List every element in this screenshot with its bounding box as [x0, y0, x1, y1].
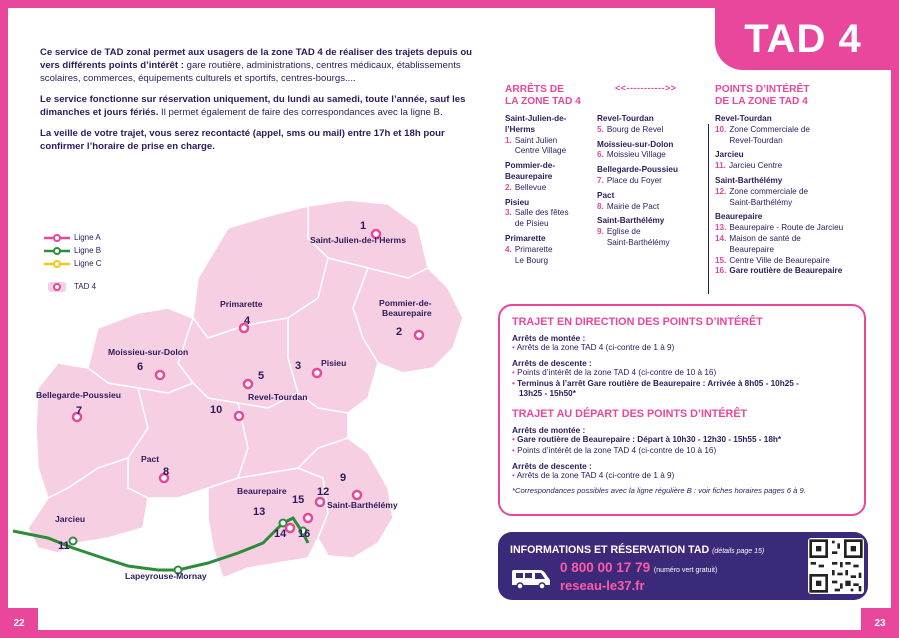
arrets-title-2: LA ZONE TAD 4: [505, 96, 581, 107]
stop-num: 12.: [715, 186, 727, 196]
arrets-title-1: ARRÊTS DE: [505, 84, 564, 95]
trajet-item: Points d’intérêt de la zone TAD 4 (ci-contre de 10 à 16): [517, 367, 717, 377]
town-label: Saint-Julien-de-: [505, 114, 567, 123]
stop-num: 13.: [715, 223, 727, 233]
trajet-item: Terminus à l’arrêt Gare routière de Beaurepaire : Arrivée à 8h05 - 10h25 -: [517, 378, 799, 388]
map-num-11: 11: [58, 540, 70, 552]
tad4-stop-icon: [44, 281, 70, 293]
map-label-primarette: Primarette: [220, 299, 263, 309]
stop-num: 2.: [505, 182, 512, 192]
trajet-item: Gare routière de Beaurepaire : Départ à 10h30 - 12h30 - 15h55 - 18h*: [517, 435, 782, 445]
intro-text: [40, 46, 480, 161]
map-label-bellegarde: Bellegarde-Poussieu: [36, 390, 122, 400]
stop-label: Centre Ville de Beaurepaire: [729, 255, 830, 265]
stop-label: Jarcieu Centre: [728, 161, 783, 171]
map-num-12: 12: [317, 486, 330, 498]
tad-badge: TAD 4: [715, 8, 891, 70]
map-label-pommier: Pommier-de-: [379, 298, 432, 308]
town-label: Jarcieu: [715, 150, 744, 160]
map-num-6: 6: [137, 361, 144, 373]
map-num-8: 8: [163, 466, 170, 478]
page-number-left: 22: [0, 608, 38, 638]
stop-label: Centre Village: [514, 146, 567, 156]
stop-label: Zone Commerciale de: [729, 124, 810, 134]
stop-num: 5.: [597, 124, 604, 134]
document-page: [8, 8, 891, 630]
stop-label: Gare routière de Beaurepaire: [729, 266, 843, 276]
info-box: [498, 532, 868, 600]
town-label: Beaurepaire: [715, 212, 763, 222]
trajet-title-1: TRAJET EN DIRECTION DES POINTS D’INTÉRÊT: [512, 316, 763, 328]
map-label-jarcieu: Jarcieu: [55, 514, 86, 524]
intro-p2-bold: Le service fonctionne sur réservation uniquement, du lundi au samedi, toute l’année, sauf les dimanches et jours fériés.: [40, 94, 466, 118]
stop-label: Bourg de Revel: [606, 124, 664, 134]
town-label: Pommier-de-: [505, 161, 556, 171]
intro-p1-rest: gare routière, administrations, centres médicaux, établissements scolaires, commerces, équipements culturels et sportifs, centres-bourgs....: [40, 60, 461, 84]
town-label: Saint-Barthélémy: [715, 175, 783, 185]
town-label: Revel-Tourdan: [715, 114, 772, 123]
arrets-col-1: [505, 114, 597, 266]
town-label: Bellegarde-Poussieu: [597, 165, 678, 175]
trajet-note: *Correspondances possibles avec la ligne régulière B : voir fiches horaires pages 6 à 9.: [512, 485, 806, 495]
qr-code[interactable]: [808, 538, 864, 594]
ligne-a-icon: [44, 233, 70, 243]
trajet-montee-label: Arrêts de montée :: [512, 425, 586, 436]
stop-num: 16.: [715, 266, 727, 276]
map-num-4: 4: [244, 315, 251, 327]
stop-label: Mairie de Pact: [606, 201, 660, 211]
stop-label: Beaurepaire - Route de Jarcieu: [729, 223, 844, 233]
town-label: l’Herms: [505, 124, 536, 134]
stop-num: 6.: [597, 150, 604, 160]
stop-label: Saint-Barthélémy: [606, 237, 670, 247]
town-label: Moissieu-sur-Dolon: [597, 139, 674, 149]
trajet-item: Arrêts de la zone TAD 4 (ci-contre de 1 à 9): [516, 470, 675, 480]
map-num-7: 7: [76, 405, 83, 417]
stop-label: Saint Julien: [514, 135, 558, 145]
ligne-c-icon: [44, 259, 70, 269]
map-label-lapeyrouse: Lapeyrouse-Mornay: [125, 571, 207, 581]
trajet-descente-label: Arrêts de descente :: [512, 357, 592, 368]
trajet-item: 13h25 - 15h50*: [519, 389, 576, 399]
stop-num: 10.: [715, 124, 727, 134]
stop-label: Revel-Tourdan: [729, 135, 783, 145]
stop-num: 1.: [505, 135, 512, 145]
town-label: Revel-Tourdan: [597, 114, 654, 123]
stop-num: 3.: [505, 208, 512, 218]
info-title-text: INFORMATIONS ET RÉSERVATION TAD: [510, 544, 710, 556]
stop-num: 7.: [597, 175, 604, 185]
stop-num: 11.: [715, 161, 726, 171]
arrows-divider: <<----------->>: [615, 83, 677, 93]
town-label: Pact: [597, 190, 615, 200]
column-divider: [708, 124, 709, 294]
stop-label: Primarette: [514, 244, 553, 254]
info-title: [510, 544, 764, 556]
arrets-col-2: [597, 114, 697, 249]
stop-label: Eglise de: [606, 227, 641, 237]
map-num-16: 16: [298, 528, 311, 540]
map-legend: [44, 231, 102, 293]
map-num-9: 9: [340, 472, 347, 484]
map-num-13: 13: [253, 506, 266, 518]
map-num-5: 5: [258, 370, 265, 382]
map-label-beaurepaire: Beaurepaire: [237, 486, 287, 496]
trajet-item: Points d’intérêt de la zone TAD 4 (ci-contre de 10 à 16): [517, 445, 717, 455]
stop-label: Place du Foyer: [606, 175, 662, 185]
map-num-10: 10: [210, 404, 223, 416]
map-num-2: 2: [396, 326, 403, 338]
qr-code-icon: [808, 538, 864, 594]
minibus-icon: [510, 568, 552, 590]
legend-ligne-b: Ligne B: [74, 246, 102, 255]
map-label-pisieu: Pisieu: [321, 358, 347, 368]
stop-label: Maison de santé de: [729, 233, 801, 243]
page-number-right: 23: [861, 608, 899, 638]
stop-label: Moissieu Village: [606, 150, 666, 160]
info-phone[interactable]: [560, 560, 717, 575]
map-num-3: 3: [295, 360, 302, 372]
map-label-moissieu: Moissieu-sur-Dolon: [108, 347, 189, 357]
website-link[interactable]: reseau-le37.fr: [560, 578, 645, 593]
ligne-b-icon: [44, 246, 70, 256]
stop-label: Beaurepaire: [729, 244, 774, 254]
phone-note: (numéro vert gratuit): [653, 567, 718, 574]
intro-p3-bold: La veille de votre trajet, vous serez recontacté (appel, sms ou mail) entre 17h et 18h pour confirmer l’horaire de prise en charge.: [40, 128, 445, 152]
trajet-descente-label: Arrêts de descente :: [512, 460, 592, 471]
stop-label: de Pisieu: [514, 219, 549, 229]
stop-label: Le Bourg: [514, 255, 549, 265]
legend-ligne-a: Ligne A: [74, 233, 101, 242]
info-details: (détails page 15): [712, 548, 765, 555]
map-num-15: 15: [292, 494, 305, 506]
map-label-revel: Revel-Tourdan: [248, 392, 308, 402]
town-label: Beaurepaire: [505, 171, 553, 181]
map-label-saint-julien: Saint-Julien-de-l’Herms: [310, 235, 406, 245]
points-title-1: POINTS D’INTÉRÊT: [715, 84, 810, 95]
map-label-pommier-2: Beaurepaire: [382, 308, 432, 318]
intro-p1-bold: Ce service de TAD zonal permet aux usagers de la zone TAD 4 de réaliser des trajets depuis ou vers différents points d’intérêt :: [40, 47, 473, 71]
map-label-pact: Pact: [141, 454, 160, 464]
stop-num: 4.: [505, 244, 512, 254]
stop-label: Bellevue: [514, 182, 547, 192]
stop-num: 8.: [597, 201, 604, 211]
stop-label: Salle des fêtes: [514, 208, 569, 218]
map-label-saint-barth: Saint-Barthélémy: [327, 500, 398, 510]
trajet-box: TRAJET EN DIRECTION DES POINTS D’INTÉRÊT Arrêts de montée : • Arrêts de la zone TAD 4 (ci-contre de 1 à 9) Arrêts de descente : • Points d’intérêt de la zone TAD 4 (ci-contre de 10 à 16) • Terminus à l’arrêt Gare routière de Beaurepaire : Arrivée à 8h05 - 10h25 - 13h25 - 15h50* TRAJET AU DÉPART DES POINTS D’INTÉRÊT Arrêts de montée : • Gare routière de Beaurepaire : Départ à 10h30 - 12h30 - 15h55 - 18h* • Points d’intérêt de la zone TAD 4 (ci-contre de 10 à 16) Arrêts de descente : • Arrêts de la zone TAD 4 (ci-contre de 1 à 9) *Correspondances possibles avec la ligne régulière B : voir fiches horaires pages 6 à 9.: [498, 304, 866, 516]
legend-ligne-c: Ligne C: [74, 259, 102, 268]
town-label: Pisieu: [505, 197, 530, 207]
map-num-1: 1: [360, 220, 367, 232]
trajet-montee-label: Arrêts de montée :: [512, 333, 586, 343]
phone-number[interactable]: 0 800 00 17 79: [560, 560, 651, 575]
stop-num: 15.: [715, 255, 727, 265]
points-title: [715, 84, 810, 108]
trajet-item: Arrêts de la zone TAD 4 (ci-contre de 1 à 9): [516, 343, 675, 352]
trajet-title-2: TRAJET AU DÉPART DES POINTS D’INTÉRÊT: [512, 408, 748, 421]
stop-label: Saint-Barthélémy: [729, 197, 793, 207]
legend-tad4: TAD 4: [74, 282, 97, 291]
stop-num: 9.: [597, 227, 604, 237]
stop-num: 14.: [715, 233, 727, 243]
stop-label: Zone commerciale de: [729, 186, 809, 196]
points-list: [715, 114, 875, 277]
town-label: Primarette: [505, 233, 546, 243]
town-label: Saint-Barthélémy: [597, 216, 665, 226]
points-title-2: DE LA ZONE TAD 4: [715, 96, 808, 107]
arrets-title: [505, 84, 581, 108]
intro-p2-rest: Il permet également de faire des correspondances avec la ligne B.: [158, 107, 443, 118]
map-num-14: 14: [274, 528, 287, 540]
